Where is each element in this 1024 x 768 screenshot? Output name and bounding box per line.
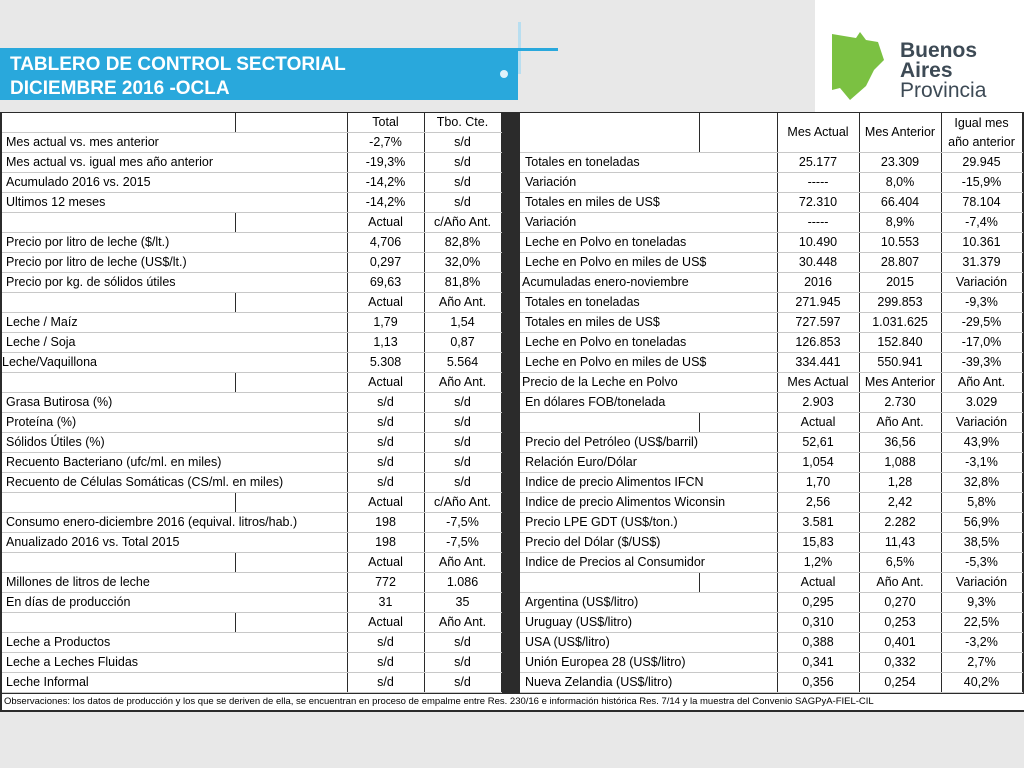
table-row — [520, 513, 1022, 533]
value-cell: 8,9% — [859, 213, 941, 233]
value-cell: 1,13 — [347, 333, 424, 353]
value-cell: 40,2% — [941, 673, 1022, 693]
row-label: En dólares FOB/tonelada — [520, 393, 777, 413]
section-title: PRECIO LECHE A PRODUCTOR — [2, 213, 235, 233]
value-cell: 334.441 — [777, 353, 859, 373]
table-row — [2, 593, 501, 613]
title-line-1: TABLERO DE CONTROL SECTORIAL — [10, 54, 346, 75]
table-row — [520, 253, 1022, 273]
value-cell: 1,054 — [777, 453, 859, 473]
table-row — [2, 253, 501, 273]
value-cell: 152.840 — [859, 333, 941, 353]
section-period: dic-16 — [699, 413, 777, 433]
value-cell: 1,088 — [859, 453, 941, 473]
value-cell: 0,401 — [859, 633, 941, 653]
value-cell: s/d — [424, 413, 501, 433]
value-cell: -2,7% — [347, 133, 424, 153]
logo-text-line-1: Buenos — [900, 39, 978, 62]
logo-text-line-2: Aires — [900, 59, 953, 82]
value-cell: 82,8% — [424, 233, 501, 253]
province-map-icon — [826, 30, 888, 102]
value-cell: Total — [347, 113, 424, 133]
value-cell: 66.404 — [859, 193, 941, 213]
value-cell: 2,7% — [941, 653, 1022, 673]
table-row — [520, 473, 1022, 493]
value-cell: 772 — [347, 573, 424, 593]
table-row — [520, 453, 1022, 473]
value-cell: Año Ant. — [941, 373, 1022, 393]
value-cell: 1,2% — [777, 553, 859, 573]
sub-header-row — [520, 273, 1022, 293]
section-header-row — [2, 613, 501, 633]
section-header-row — [2, 493, 501, 513]
value-cell: s/d — [424, 153, 501, 173]
row-label: Leche a Leches Fluidas — [2, 653, 347, 673]
value-cell: -14,2% — [347, 173, 424, 193]
value-cell: ----- — [777, 173, 859, 193]
value-cell: 2015 — [859, 273, 941, 293]
value-cell: s/d — [424, 193, 501, 213]
row-label: Sólidos Útiles (%) — [2, 433, 347, 453]
row-label: Totales en miles de US$ — [520, 193, 777, 213]
table-row — [520, 593, 1022, 613]
value-cell: 78.104 — [941, 193, 1022, 213]
table-row — [520, 353, 1022, 373]
value-cell: 0,295 — [777, 593, 859, 613]
value-cell: -15,9% — [941, 173, 1022, 193]
row-label: Leche en Polvo en miles de US$ — [520, 353, 777, 373]
table-row — [2, 233, 501, 253]
value-cell: Actual — [347, 613, 424, 633]
row-label: Unión Europea 28 (US$/litro) — [520, 653, 777, 673]
row-label: Leche en Polvo en toneladas — [520, 333, 777, 353]
value-cell: Año Ant. — [424, 613, 501, 633]
table-row — [520, 673, 1022, 693]
table-row — [2, 333, 501, 353]
table-row — [2, 633, 501, 653]
value-cell: 1,28 — [859, 473, 941, 493]
value-cell: 9,3% — [941, 593, 1022, 613]
value-cell: 32,8% — [941, 473, 1022, 493]
row-label: Nueva Zelandia (US$/litro) — [520, 673, 777, 693]
value-cell: 25.177 — [777, 153, 859, 173]
section-period: nov-16 — [699, 573, 777, 593]
section-title: MERCADO MUNDIAL: — [520, 573, 699, 593]
value-cell: -9,3% — [941, 293, 1022, 313]
value-cell: 32,0% — [424, 253, 501, 273]
row-label: Precio de la Leche en Polvo — [520, 373, 777, 393]
value-cell: 2.903 — [777, 393, 859, 413]
table-row — [2, 173, 501, 193]
value-cell: s/d — [347, 413, 424, 433]
value-cell: 2,42 — [859, 493, 941, 513]
table-row — [2, 533, 501, 553]
row-label: Precio por kg. de sólidos útiles — [2, 273, 347, 293]
value-cell: 8,0% — [859, 173, 941, 193]
value-cell: s/d — [347, 653, 424, 673]
row-label: Leche en Polvo en toneladas — [520, 233, 777, 253]
value-cell: -14,2% — [347, 193, 424, 213]
value-cell: 5,8% — [941, 493, 1022, 513]
table-row — [2, 573, 501, 593]
section-title: PRODUCCION: — [2, 113, 235, 133]
value-cell: Tbo. Cte. — [424, 113, 501, 133]
table-row — [520, 213, 1022, 233]
value-cell: Mes Anterior — [859, 113, 941, 153]
value-cell: 35 — [424, 593, 501, 613]
section-period: dic-16 — [235, 553, 347, 573]
value-cell: Actual — [347, 293, 424, 313]
section-title: EXISTENCIAS/STOCKS: — [2, 553, 235, 573]
value-cell: s/d — [347, 673, 424, 693]
value-cell: s/d — [424, 673, 501, 693]
section-title: CONSUMO PER CAPITA — [2, 493, 235, 513]
value-cell: s/d — [424, 393, 501, 413]
value-cell: 0,332 — [859, 653, 941, 673]
value-cell: 3.029 — [941, 393, 1022, 413]
table-row — [520, 233, 1022, 253]
value-cell: 0,270 — [859, 593, 941, 613]
value-cell: s/d — [424, 453, 501, 473]
table-row — [520, 333, 1022, 353]
value-cell: 10.490 — [777, 233, 859, 253]
row-label: Leche/Vaquillona — [2, 353, 347, 373]
decorative-dot — [500, 70, 508, 78]
table-row — [520, 653, 1022, 673]
buenos-aires-provincia-logo — [826, 30, 1016, 105]
section-title: RELACIONES PROD/INSUMO/PROD: — [2, 293, 235, 313]
value-cell: 23.309 — [859, 153, 941, 173]
row-label: Leche a Productos — [2, 633, 347, 653]
table-row — [2, 153, 501, 173]
row-label: Relación Euro/Dólar — [520, 453, 777, 473]
value-cell: 1.031.625 — [859, 313, 941, 333]
value-cell: s/d — [424, 433, 501, 453]
value-cell: Actual — [777, 413, 859, 433]
table-row — [520, 193, 1022, 213]
row-label: Mes actual vs. mes anterior — [2, 133, 347, 153]
row-label: Leche / Maíz — [2, 313, 347, 333]
value-cell: -3,1% — [941, 453, 1022, 473]
value-cell: 15,83 — [777, 533, 859, 553]
value-cell: 5.564 — [424, 353, 501, 373]
value-cell: 29.945 — [941, 153, 1022, 173]
value-cell: 198 — [347, 533, 424, 553]
table-row — [2, 653, 501, 673]
value-cell: 271.945 — [777, 293, 859, 313]
section-header-row — [2, 113, 501, 133]
value-cell: Año Ant. — [859, 573, 941, 593]
value-cell: -7,5% — [424, 533, 501, 553]
row-label: Ultimos 12 meses — [2, 193, 347, 213]
row-label: Variación — [520, 173, 777, 193]
value-cell: 10.553 — [859, 233, 941, 253]
value-cell: Actual — [347, 493, 424, 513]
row-label: Uruguay (US$/litro) — [520, 613, 777, 633]
value-cell: 198 — [347, 513, 424, 533]
value-cell: Mes Actual — [777, 373, 859, 393]
value-cell: Actual — [347, 553, 424, 573]
section-header-row — [520, 413, 1022, 433]
row-label: Precio del Petróleo (US$/barril) — [520, 433, 777, 453]
table-row — [520, 613, 1022, 633]
row-label: Precio del Dólar ($/US$) — [520, 533, 777, 553]
value-cell: Actual — [347, 373, 424, 393]
table-row — [2, 393, 501, 413]
row-label: USA (US$/litro) — [520, 633, 777, 653]
table-row — [2, 353, 501, 373]
table-row — [2, 313, 501, 333]
value-cell: c/Año Ant. — [424, 213, 501, 233]
section-period: dic-16 — [235, 493, 347, 513]
section-header-row — [2, 373, 501, 393]
table-row — [2, 433, 501, 453]
table-row — [2, 193, 501, 213]
table-row — [520, 153, 1022, 173]
row-label: Recuento Bacteriano (ufc/ml. en miles) — [2, 453, 347, 473]
value-cell: c/Año Ant. — [424, 493, 501, 513]
table-row — [520, 533, 1022, 553]
row-label: Leche / Soja — [2, 333, 347, 353]
value-cell: ----- — [777, 213, 859, 233]
value-cell: s/d — [347, 433, 424, 453]
value-cell: -29,5% — [941, 313, 1022, 333]
right-indicators-table — [520, 113, 1023, 693]
section-header-row — [520, 573, 1022, 593]
section-title: CALIDAD DE LECHE: — [2, 373, 235, 393]
row-label: Precio por litro de leche (US$/lt.) — [2, 253, 347, 273]
value-cell: 0,254 — [859, 673, 941, 693]
row-label: Totales en toneladas — [520, 293, 777, 313]
value-cell: 1,79 — [347, 313, 424, 333]
row-label: Indice de Precios al Consumidor — [520, 553, 777, 573]
value-cell: s/d — [424, 473, 501, 493]
logo-text-line-3: Provincia — [900, 79, 987, 102]
row-label: Grasa Butirosa (%) — [2, 393, 347, 413]
row-label: Acumuladas enero-noviembre — [520, 273, 777, 293]
value-cell: 0,310 — [777, 613, 859, 633]
footer-background — [0, 712, 1024, 768]
decorative-line-horizontal — [518, 48, 558, 51]
section-title: EXPORTACIONES: — [520, 113, 699, 153]
table-row — [520, 433, 1022, 453]
value-cell: -17,0% — [941, 333, 1022, 353]
value-cell: Año Ant. — [859, 413, 941, 433]
value-cell: 2,56 — [777, 493, 859, 513]
value-cell: 6,5% — [859, 553, 941, 573]
value-cell: 2016 — [777, 273, 859, 293]
value-cell: Año Ant. — [424, 373, 501, 393]
row-label: Indice de precio Alimentos Wiconsin — [520, 493, 777, 513]
table-row — [2, 673, 501, 693]
value-cell: Mes Anterior — [859, 373, 941, 393]
value-cell: 5.308 — [347, 353, 424, 373]
table-row — [2, 273, 501, 293]
section-title: DESTINO DE LA LECHE — [2, 613, 235, 633]
value-cell: Variación — [941, 413, 1022, 433]
value-cell: -5,3% — [941, 553, 1022, 573]
value-cell: Igual mes año anterior — [941, 113, 1022, 153]
value-cell: s/d — [347, 473, 424, 493]
row-label: Acumulado 2016 vs. 2015 — [2, 173, 347, 193]
value-cell: 0,356 — [777, 673, 859, 693]
value-cell: s/d — [347, 393, 424, 413]
row-label: Proteína (%) — [2, 413, 347, 433]
section-period: nov-16 — [235, 373, 347, 393]
table-row — [2, 473, 501, 493]
row-label: En días de producción — [2, 593, 347, 613]
value-cell: 43,9% — [941, 433, 1022, 453]
table-row — [2, 133, 501, 153]
row-label: Argentina (US$/litro) — [520, 593, 777, 613]
table-row — [520, 173, 1022, 193]
value-cell: 22,5% — [941, 613, 1022, 633]
row-label: Consumo enero-diciembre 2016 (equival. litros/hab.) — [2, 513, 347, 533]
row-label: Precio por litro de leche ($/lt.) — [2, 233, 347, 253]
value-cell: Año Ant. — [424, 293, 501, 313]
row-label: Leche Informal — [2, 673, 347, 693]
value-cell: 299.853 — [859, 293, 941, 313]
row-label: Millones de litros de leche — [2, 573, 347, 593]
row-label: Totales en miles de US$ — [520, 313, 777, 333]
value-cell: Actual — [347, 213, 424, 233]
value-cell: 56,9% — [941, 513, 1022, 533]
value-cell: 28.807 — [859, 253, 941, 273]
value-cell: 69,63 — [347, 273, 424, 293]
table-row — [2, 413, 501, 433]
section-period: nov-16 — [699, 113, 777, 153]
left-indicators-table — [2, 113, 502, 693]
value-cell: Mes Actual — [777, 113, 859, 153]
value-cell: 1,70 — [777, 473, 859, 493]
value-cell: 52,61 — [777, 433, 859, 453]
value-cell: -19,3% — [347, 153, 424, 173]
section-header-row — [2, 553, 501, 573]
observations-note: Observaciones: los datos de producción y los que se deriven de ella, se encuentran en proceso de empalme entre Res. 230/16 e información histórica Res. 7/14 y la muestra del Convenio SAGPyA-FIEL-CIL — [2, 694, 1024, 710]
value-cell: s/d — [424, 133, 501, 153]
value-cell: 0,297 — [347, 253, 424, 273]
value-cell: 126.853 — [777, 333, 859, 353]
value-cell: 11,43 — [859, 533, 941, 553]
section-period: nov-16 — [235, 613, 347, 633]
section-title: VARIABLES DEL MERCADO: — [520, 413, 699, 433]
value-cell: 38,5% — [941, 533, 1022, 553]
value-cell: 0,388 — [777, 633, 859, 653]
value-cell: s/d — [424, 653, 501, 673]
row-label: Variación — [520, 213, 777, 233]
value-cell: 0,341 — [777, 653, 859, 673]
value-cell: s/d — [424, 173, 501, 193]
table-row — [2, 513, 501, 533]
value-cell: 72.310 — [777, 193, 859, 213]
value-cell: -3,2% — [941, 633, 1022, 653]
value-cell: 31.379 — [941, 253, 1022, 273]
table-row — [520, 633, 1022, 653]
value-cell: s/d — [347, 633, 424, 653]
value-cell: Actual — [777, 573, 859, 593]
value-cell: 3.581 — [777, 513, 859, 533]
value-cell: 727.597 — [777, 313, 859, 333]
value-cell: 31 — [347, 593, 424, 613]
value-cell: s/d — [424, 633, 501, 653]
table-row — [520, 553, 1022, 573]
value-cell: 1.086 — [424, 573, 501, 593]
value-cell: 550.941 — [859, 353, 941, 373]
section-header-row — [2, 293, 501, 313]
table-row — [520, 293, 1022, 313]
value-cell: -39,3% — [941, 353, 1022, 373]
value-cell: 30.448 — [777, 253, 859, 273]
value-cell: 4,706 — [347, 233, 424, 253]
table-row — [520, 493, 1022, 513]
value-cell: Variación — [941, 273, 1022, 293]
section-period: dic-16 — [235, 293, 347, 313]
value-cell: 81,8% — [424, 273, 501, 293]
title-line-2: DICIEMBRE 2016 -OCLA — [10, 78, 230, 99]
value-cell: 0,253 — [859, 613, 941, 633]
row-label: Leche en Polvo en miles de US$ — [520, 253, 777, 273]
value-cell: 2.730 — [859, 393, 941, 413]
section-header-row — [2, 213, 501, 233]
row-label: Recuento de Células Somáticas (CS/ml. en miles) — [2, 473, 347, 493]
value-cell: 1,54 — [424, 313, 501, 333]
row-label: Precio LPE GDT (US$/ton.) — [520, 513, 777, 533]
value-cell: s/d — [347, 453, 424, 473]
table-row — [520, 393, 1022, 413]
section-period: dic-16 — [235, 113, 347, 133]
title-banner — [0, 48, 518, 100]
value-cell: -7,4% — [941, 213, 1022, 233]
sub-header-row — [520, 373, 1022, 393]
table-row — [2, 453, 501, 473]
section-header-row — [520, 113, 1022, 153]
row-label: Anualizado 2016 vs. Total 2015 — [2, 533, 347, 553]
value-cell: Año Ant. — [424, 553, 501, 573]
row-label: Mes actual vs. igual mes año anterior — [2, 153, 347, 173]
value-cell: Variación — [941, 573, 1022, 593]
value-cell: 0,87 — [424, 333, 501, 353]
row-label: Totales en toneladas — [520, 153, 777, 173]
value-cell: -7,5% — [424, 513, 501, 533]
value-cell: 36,56 — [859, 433, 941, 453]
table-row — [520, 313, 1022, 333]
value-cell: 2.282 — [859, 513, 941, 533]
section-period: dic-16 — [235, 213, 347, 233]
row-label: Indice de precio Alimentos IFCN — [520, 473, 777, 493]
value-cell: 10.361 — [941, 233, 1022, 253]
